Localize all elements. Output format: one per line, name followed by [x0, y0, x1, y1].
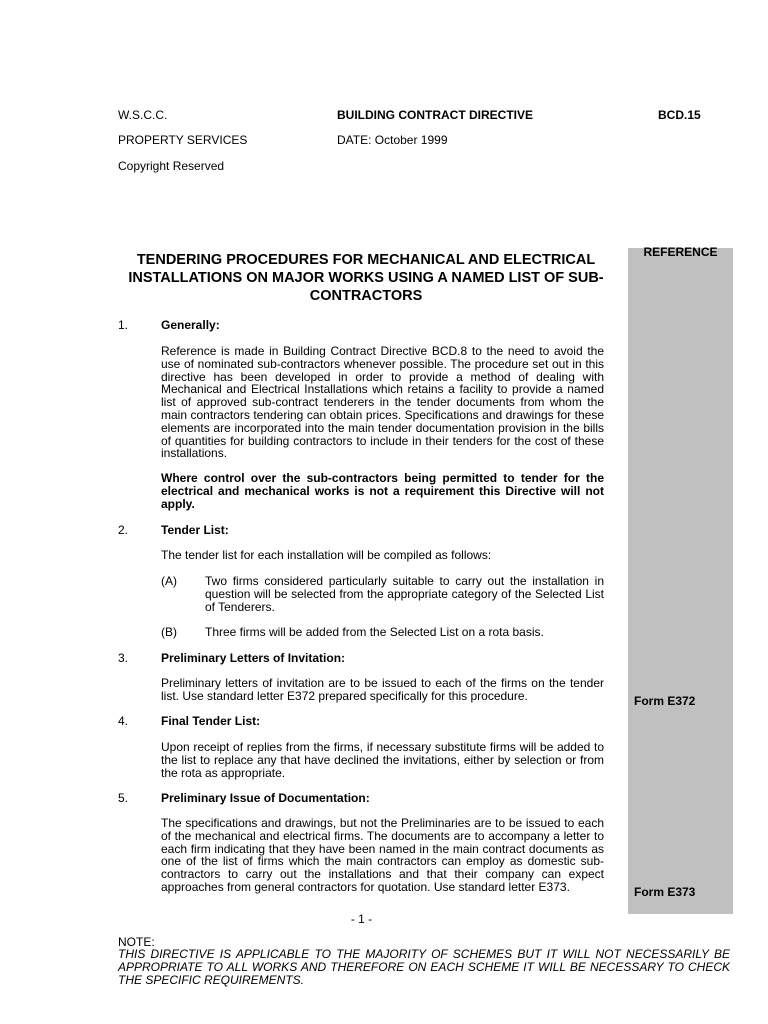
section-paragraph: Upon receipt of replies from the firms, if necessary substitute firms will be added to the list to replace any that have declined the invitations, either by selection or from the rota as appropriate. — [161, 740, 604, 780]
form-e373-ref: Form E373 — [634, 885, 696, 899]
section-heading: Preliminary Issue of Documentation: — [161, 791, 370, 805]
directive-title: BUILDING CONTRACT DIRECTIVE — [337, 108, 533, 122]
section-heading: Final Tender List: — [161, 714, 261, 728]
reference-column — [628, 245, 733, 914]
section-paragraph: The specifications and drawings, but not the Preliminaries are to be issued to each of the mechanical and electrical firms. The documents are to accompany a letter to each firm indicating that they have been named in the main contract documents as one of the list of firms which the main contractors can employ as domestic sub-contractors to carry out the installations and that their company can expect approaches from general contractors for quotation. Use standard letter E373. — [161, 816, 604, 894]
section-paragraph: Preliminary letters of invitation are to be issued to each of the firms on the tender list. Use standard letter E372 prepared specifically for this procedure. — [161, 676, 604, 703]
section-paragraph: The tender list for each installation will be compiled as follows: — [161, 548, 492, 562]
list-item-label: (B) — [161, 625, 177, 639]
section-heading: Generally: — [161, 318, 220, 332]
section-number: 5. — [118, 791, 129, 805]
copyright: Copyright Reserved — [118, 159, 225, 173]
department: PROPERTY SERVICES — [118, 133, 248, 147]
document-title: TENDERING PROCEDURES FOR MECHANICAL AND ELECTRICAL INSTALLATIONS ON MAJOR WORKS USING A NAMED LIST OF SUB-CONTRACTORS — [128, 252, 604, 304]
section-heading: Preliminary Letters of Invitation: — [161, 651, 346, 665]
note-text: THIS DIRECTIVE IS APPLICABLE TO THE MAJORITY OF SCHEMES BUT IT WILL NOT NECESSARILY BE APPROPRIATE TO ALL WORKS AND THEREFORE ON EACH SCHEME IT WILL BE NECESSARY TO CHECK THE SPECIFIC REQUIREMENTS. — [118, 947, 730, 987]
org-name: W.S.C.C. — [118, 108, 168, 122]
list-item-text: Two firms considered particularly suitable to carry out the installation in question will be selected from the appropriate category of the Selected List of Tenderers. — [205, 574, 604, 614]
section-paragraph: Reference is made in Building Contract Directive BCD.8 to the need to avoid the use of nominated sub-contractors whenever possible. The procedure set out in this directive has been developed in order to provide a method of dealing with Mechanical and Electrical Installations which retains a facility to provide a named list of approved sub-contract tenderers in the tender documents from whom the main contractors tendering can obtain prices. Specifications and drawings for these elements are incorporated into the main tender documentation provision in the bills of quantities for building contractors to include in their tenders for the cost of these installations. — [161, 344, 604, 461]
note-label: NOTE: — [118, 935, 155, 949]
list-item-text: Three firms will be added from the Selected List on a rota basis. — [205, 625, 544, 639]
reference-title: REFERENCE — [643, 245, 718, 259]
section-number: 2. — [118, 523, 129, 537]
directive-date: DATE: October 1999 — [337, 133, 448, 147]
section-bold-paragraph: Where control over the sub-contractors being permitted to tender for the electrical and mechanical works is not a requirement this Directive will not apply. — [161, 471, 604, 511]
list-item-label: (A) — [161, 574, 177, 588]
directive-code: BCD.15 — [658, 108, 701, 122]
page-number: - 1 - — [350, 912, 373, 926]
section-number: 3. — [118, 651, 129, 665]
form-e372-ref: Form E372 — [634, 694, 696, 708]
section-heading: Tender List: — [161, 523, 229, 537]
section-number: 1. — [118, 318, 129, 332]
section-number: 4. — [118, 714, 129, 728]
